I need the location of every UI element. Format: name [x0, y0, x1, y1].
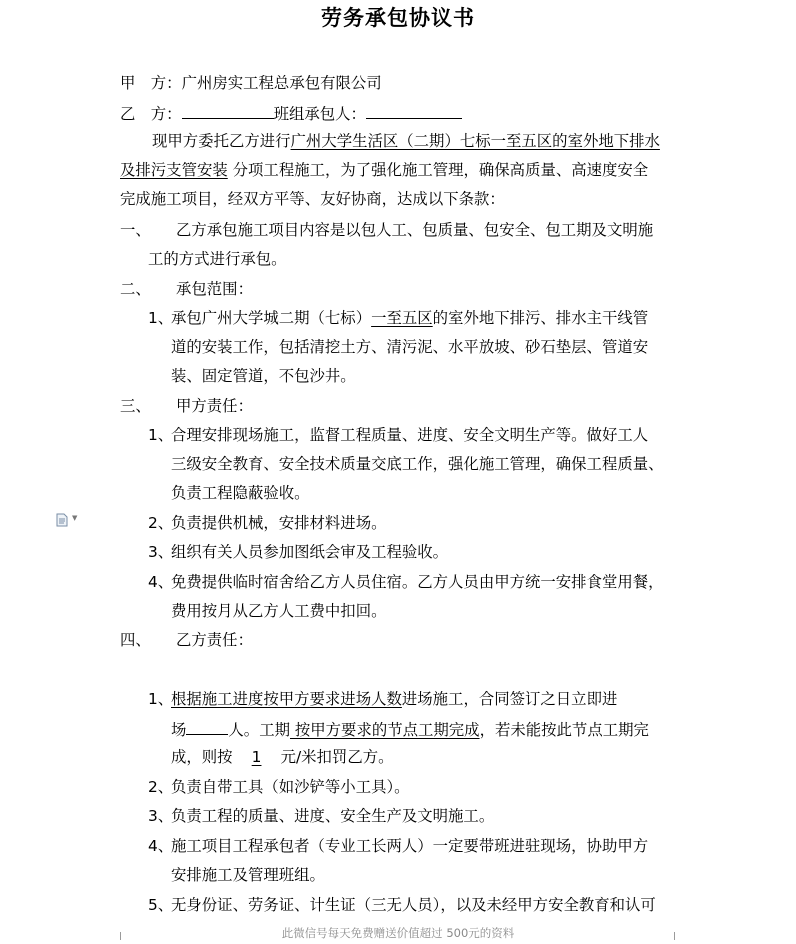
- intro-text: 现甲方委托乙方进行: [152, 132, 291, 150]
- clause-text: 元/米扣罚乙方。: [280, 748, 394, 766]
- team-contractor-label: 班组承包人：: [273, 105, 366, 123]
- party-a-line: [120, 72, 382, 94]
- s3-item-3: 组织有关人员参加图纸会审及工程验收。: [171, 543, 449, 561]
- section-2-number: 二、: [120, 280, 151, 298]
- s4-item-2-number: 2、: [148, 778, 174, 796]
- clause-text: 进场施工，合同签订之日立即进: [401, 690, 618, 708]
- s3-item-4-line-1: 免费提供临时宿舍给乙方人员住宿。乙方人员由甲方统一安排食堂用餐，: [171, 573, 664, 591]
- s4-item-1-number: 1、: [148, 690, 174, 708]
- s2-item-1-line-1: [171, 307, 648, 329]
- section-1-number: 一、: [120, 221, 151, 239]
- s4-item-5-number: 5、: [148, 896, 174, 914]
- s3-item-4-number: 4、: [148, 573, 174, 591]
- s4-item-3: 负责工程的质量、进度、安全生产及文明施工。: [171, 807, 495, 825]
- s3-item-3-number: 3、: [148, 543, 174, 561]
- scope-zones: 一至五区: [371, 309, 433, 327]
- team-contractor-blank: [366, 101, 462, 119]
- section-2-heading: 承包范围：: [176, 280, 253, 298]
- party-b-label: 乙 方：: [120, 105, 182, 123]
- intro-text: 分项工程施工，为了强化施工管理，确保高质量、高速度安全: [227, 161, 649, 179]
- chevron-down-icon[interactable]: ▼: [72, 514, 78, 522]
- s3-item-1-line-3: 负责工程隐蔽验收。: [171, 484, 310, 502]
- section-4-number: 四、: [120, 631, 151, 649]
- scope-text: 的室外地下排污、排水主干线管: [432, 309, 649, 327]
- s3-item-2-number: 2、: [148, 514, 174, 532]
- clause-text: 成，则按: [171, 748, 233, 766]
- watermark-footer: 此微信号每天免费赠送价值超过 500元的资料: [281, 926, 515, 940]
- party-b-line: [120, 101, 462, 123]
- section-3-number: 三、: [120, 397, 151, 415]
- s4-item-2: 负责自带工具（如沙铲等小工具）。: [171, 778, 410, 796]
- s4-item-1-line-3: [171, 746, 394, 768]
- s2-item-1-line-3: 装、固定管道，不包沙井。: [171, 367, 356, 385]
- s4-item-5-line-1: 无身份证、劳务证、计生证（三无人员），以及未经甲方安全教育和认可: [171, 896, 656, 914]
- s4-item-4-line-1: 施工项目工程承包者（专业工长两人）一定要带班进驻现场，协助甲方: [171, 837, 649, 855]
- section-1-line-2: 工的方式进行承包。: [148, 250, 287, 268]
- s4-item-3-number: 3、: [148, 807, 174, 825]
- scope-text: 承包广州大学城二期（七标）: [171, 309, 372, 327]
- party-a-label: 甲 方：: [120, 74, 182, 92]
- party-a-name: 广州房实工程总承包有限公司: [181, 74, 382, 92]
- s3-item-4-line-2: 费用按月从乙方人工费中扣回。: [171, 602, 387, 620]
- schedule-clause: 按甲方要求的节点工期完成: [289, 721, 480, 739]
- clause-text: 人。工期: [228, 721, 290, 739]
- project-name: 广州大学生活区（二期）七标一至五区的室外地下排水: [290, 132, 660, 150]
- work-item: 及排污支管安装: [120, 161, 228, 179]
- headcount-blank: [186, 717, 228, 735]
- s3-item-2: 负责提供机械，安排材料进场。: [171, 514, 387, 532]
- s4-item-1-line-2: [171, 717, 649, 739]
- section-3-heading: 甲方责任：: [176, 397, 253, 415]
- document-icon[interactable]: [55, 513, 69, 527]
- clause-text: ，若未能按此节点工期完: [479, 721, 649, 739]
- party-b-name-blank: [182, 101, 274, 119]
- s4-item-4-line-2: 安排施工及管理班组。: [171, 866, 325, 884]
- s3-item-1-line-1: 合理安排现场施工，监督工程质量、进度、安全文明生产等。做好工人: [171, 426, 649, 444]
- workforce-clause: 根据施工进度按甲方要求进场人数: [171, 690, 402, 708]
- document-title: 劳务承包协议书: [321, 5, 475, 30]
- s4-item-1-line-1: [171, 688, 617, 710]
- intro-line-1: [152, 130, 660, 152]
- s3-item-1-number: 1、: [148, 426, 174, 444]
- s2-item-1-number: 1、: [148, 309, 174, 327]
- penalty-rate: 1: [251, 748, 262, 766]
- clause-text: 场: [171, 721, 187, 739]
- intro-line-3: 完成施工项目，经双方平等、友好协商，达成以下条款：: [120, 190, 505, 208]
- s4-item-4-number: 4、: [148, 837, 174, 855]
- s2-item-1-line-2: 道的安装工作，包括清挖土方、清污泥、水平放坡、砂石垫层、管道安: [171, 338, 649, 356]
- intro-line-2: [120, 159, 648, 181]
- s3-item-1-line-2: 三级安全教育、安全技术质量交底工作，强化施工管理，确保工程质量、: [171, 455, 664, 473]
- section-1-line-1: 乙方承包施工项目内容是以包人工、包质量、包安全、包工期及文明施: [176, 221, 654, 239]
- section-4-heading: 乙方责任：: [176, 631, 253, 649]
